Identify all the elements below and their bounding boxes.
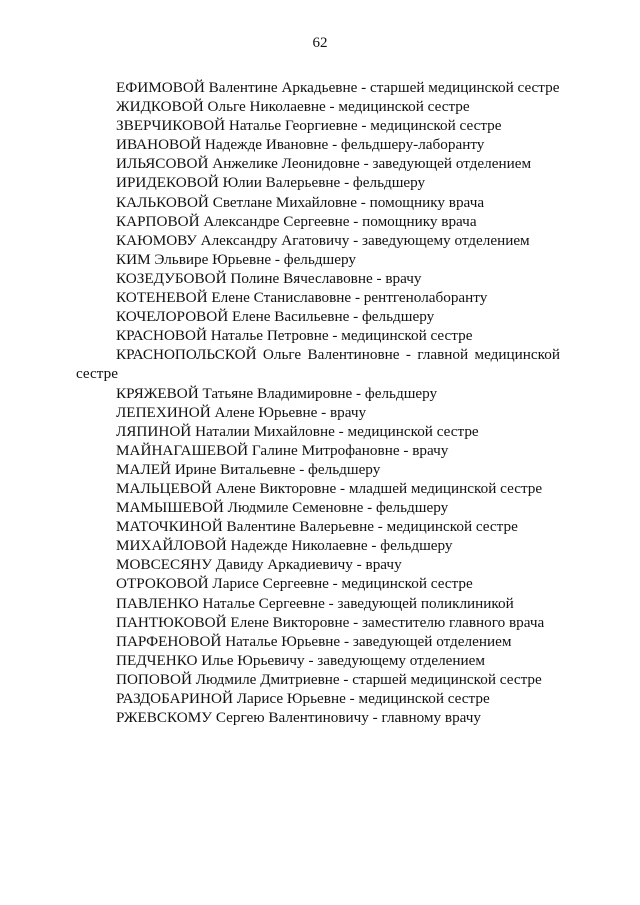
list-item: КИМ Эльвире Юрьевне - фельдшеру bbox=[116, 250, 356, 268]
list-item: ОТРОКОВОЙ Ларисе Сергеевне - медицинской сестре bbox=[116, 575, 473, 593]
list-item: КАЛЬКОВОЙ Светлане Михайловне - помощнику врача bbox=[116, 193, 485, 211]
list-item: МАМЫШЕВОЙ Людмиле Семеновне - фельдшеру bbox=[116, 499, 449, 517]
list-item: КОЗЕДУБОВОЙ Полине Вячеславовне - врачу bbox=[116, 269, 422, 287]
award-list bbox=[76, 78, 560, 727]
list-item: МАТОЧКИНОЙ Валентине Валерьевне - медицинской сестре bbox=[116, 518, 518, 536]
list-item: МИХАЙЛОВОЙ Надежде Николаевне - фельдшеру bbox=[116, 537, 453, 555]
list-item: МОВСЕСЯНУ Давиду Аркадиевичу - врачу bbox=[116, 556, 402, 574]
list-item: МАЙНАГАШЕВОЙ Галине Митрофановне - врачу bbox=[116, 441, 449, 459]
list-item: ЕФИМОВОЙ Валентине Аркадьевне - старшей медицинской сестре bbox=[116, 79, 560, 96]
list-item: ПАРФЕНОВОЙ Наталье Юрьевне - заведующей отделением bbox=[116, 632, 512, 650]
list-item: ПЕДЧЕНКО Илье Юрьевичу - заведующему отделением bbox=[116, 651, 485, 669]
list-item: РАЗДОБАРИНОЙ Ларисе Юрьевне - медицинской сестре bbox=[116, 690, 490, 707]
list-item: МАЛЕЙ Ирине Витальевне - фельдшеру bbox=[116, 460, 381, 478]
list-item: КРЯЖЕВОЙ Татьяне Владимировне - фельдшеру bbox=[116, 384, 438, 402]
list-item: ЗВЕРЧИКОВОЙ Наталье Георгиевне - медицинской сестре bbox=[116, 117, 502, 135]
list-item: КАРПОВОЙ Александре Сергеевне - помощнику врача bbox=[116, 212, 477, 230]
list-item: КАЮМОВУ Александру Агатовичу - заведующему отделением bbox=[116, 231, 530, 249]
list-item: КРАСНОВОЙ Наталье Петровне - медицинской сестре bbox=[116, 327, 473, 345]
list-item: КРАСНОПОЛЬСКОЙ Ольге Валентиновне - главной медицинской сестре bbox=[76, 346, 560, 383]
page-number: 62 bbox=[312, 35, 328, 51]
list-item: ЖИДКОВОЙ Ольге Николаевне - медицинской сестре bbox=[116, 98, 470, 116]
list-item: ИВАНОВОЙ Надежде Ивановне - фельдшеру-лаборанту bbox=[116, 136, 485, 154]
list-item: КОЧЕЛОРОВОЙ Елене Васильевне - фельдшеру bbox=[116, 308, 435, 326]
list-item: ИРИДЕКОВОЙ Юлии Валерьевне - фельдшеру bbox=[116, 174, 426, 192]
list-item: ПОПОВОЙ Людмиле Дмитриевне - старшей медицинской сестре bbox=[116, 670, 542, 688]
list-item: ПАВЛЕНКО Наталье Сергеевне - заведующей поликлиникой bbox=[116, 594, 514, 612]
list-item: МАЛЬЦЕВОЙ Алене Викторовне - младшей медицинской сестре bbox=[116, 479, 543, 497]
list-item: КОТЕНЕВОЙ Елене Станиславовне - рентгенолаборанту bbox=[116, 289, 488, 307]
list-item: РЖЕВСКОМУ Сергею Валентиновичу - главному врачу bbox=[116, 709, 482, 727]
list-item: ИЛЬЯСОВОЙ Анжелике Леонидовне - заведующей отделением bbox=[116, 155, 532, 173]
list-item: ЛЯПИНОЙ Наталии Михайловне - медицинской сестре bbox=[116, 422, 479, 440]
list-item: ЛЕПЕХИНОЙ Алене Юрьевне - врачу bbox=[116, 403, 367, 421]
list-item: ПАНТЮКОВОЙ Елене Викторовне - заместителю главного врача bbox=[116, 613, 545, 631]
